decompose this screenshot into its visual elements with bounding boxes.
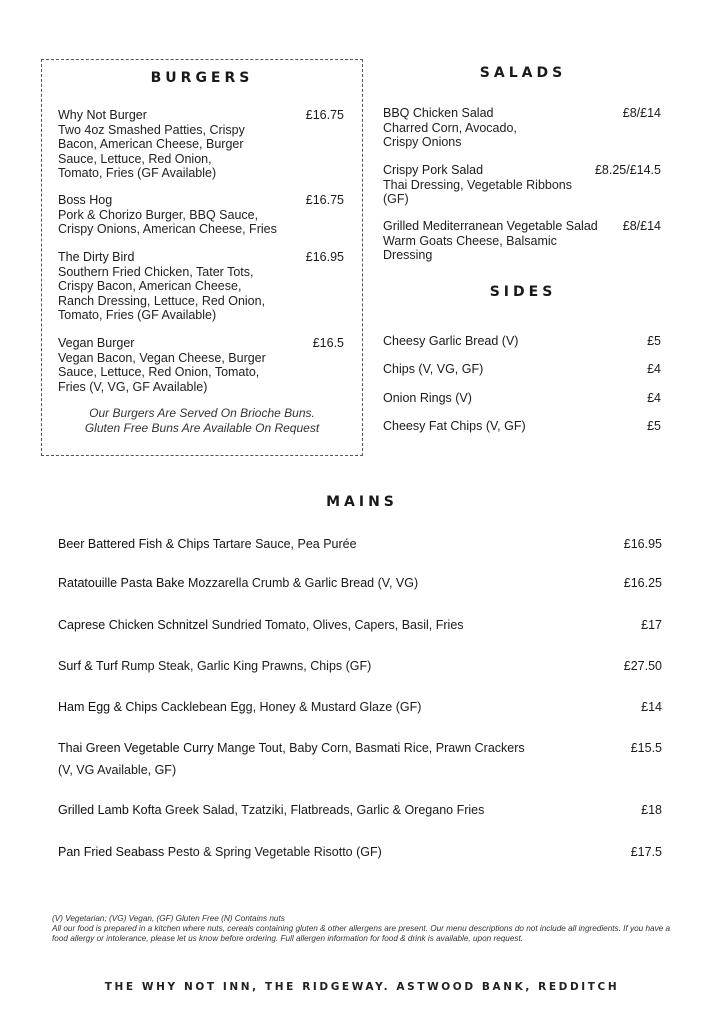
salads-title: SALADS bbox=[479, 65, 567, 81]
item-price: £8.25/£14.5 bbox=[591, 163, 661, 178]
menu-item bbox=[383, 163, 661, 207]
item-name: Cheesy Fat Chips (V, GF) bbox=[383, 419, 526, 433]
item-price: £16.25 bbox=[623, 576, 662, 590]
item-price: £16.95 bbox=[623, 537, 662, 551]
item-text bbox=[58, 533, 662, 555]
item-price: £17 bbox=[641, 618, 662, 632]
item-text bbox=[58, 614, 662, 636]
item-price: £4 bbox=[647, 362, 661, 376]
burger-note-line: Our Burgers Are Served On Brioche Buns. bbox=[89, 406, 315, 420]
item-description: Mozzarella Crumb & Garlic Bread (V, VG) bbox=[187, 576, 419, 590]
menu-item bbox=[383, 106, 661, 150]
menu-item bbox=[58, 841, 662, 863]
item-text bbox=[58, 696, 662, 718]
item-description: Vegan Bacon, Vegan Cheese, Burger Sauce, Lettuce, Red Onion, Tomato, Fries (V, VG, GF Available) bbox=[58, 350, 266, 394]
menu-item bbox=[383, 219, 661, 263]
sides-title: SIDES bbox=[489, 284, 557, 300]
item-description-continued: (V, VG Available, GF) bbox=[58, 763, 177, 777]
allergen-note bbox=[52, 914, 672, 944]
item-price: £18 bbox=[641, 803, 662, 817]
item-name: The Dirty Bird bbox=[58, 250, 135, 264]
menu-item bbox=[58, 533, 662, 555]
burgers-section bbox=[41, 59, 363, 456]
dietary-key: (V) Vegetarian; (VG) Vegan, (GF) Gluten Free (N) Contains nuts bbox=[52, 914, 285, 923]
item-price: £27.50 bbox=[623, 659, 662, 673]
item-name: Crispy Pork Salad bbox=[383, 163, 484, 177]
item-name: Grilled Lamb Kofta bbox=[58, 803, 162, 817]
menu-item bbox=[58, 737, 662, 781]
item-description: Southern Fried Chicken, Tater Tots, Crispy Bacon, American Cheese, Ranch Dressing, Lettuce, Red Onion, Tomato, Fries (GF Available) bbox=[58, 264, 266, 322]
item-description: Pesto & Spring Vegetable Risotto (GF) bbox=[167, 845, 382, 859]
menu-item bbox=[383, 334, 661, 348]
item-name: Ratatouille Pasta Bake bbox=[58, 576, 185, 590]
menu-item bbox=[58, 614, 662, 636]
item-name: Cheesy Garlic Bread (V) bbox=[383, 334, 519, 348]
item-description: Pork & Chorizo Burger, BBQ Sauce, Crispy Onions, American Cheese, Fries bbox=[58, 207, 277, 236]
item-description: Greek Salad, Tzatziki, Flatbreads, Garlic & Oregano Fries bbox=[165, 803, 485, 817]
item-description: Charred Corn, Avocado, Crispy Onions bbox=[383, 120, 517, 149]
item-name: Surf & Turf bbox=[58, 659, 118, 673]
item-price: £16.75 bbox=[305, 193, 344, 207]
item-name: Grilled Mediterranean Vegetable Salad bbox=[383, 219, 598, 233]
item-description: Rump Steak, Garlic King Prawns, Chips (GF) bbox=[121, 659, 372, 673]
item-text bbox=[58, 737, 662, 759]
item-description: Warm Goats Cheese, Balsamic Dressing bbox=[383, 233, 557, 262]
item-price: £16.75 bbox=[305, 108, 344, 122]
item-name: Chips (V, VG, GF) bbox=[383, 362, 484, 376]
item-name: BBQ Chicken Salad bbox=[383, 106, 494, 120]
menu-item bbox=[58, 655, 662, 677]
menu-item bbox=[58, 108, 344, 181]
item-description: Mange Tout, Baby Corn, Basmati Rice, Prawn Crackers bbox=[217, 741, 525, 755]
item-price: £5 bbox=[647, 334, 661, 348]
item-description: Two 4oz Smashed Patties, Crispy Bacon, American Cheese, Burger Sauce, Lettuce, Red Onion, Tomato, Fries (GF Available) bbox=[58, 122, 245, 180]
item-price: £14 bbox=[641, 700, 662, 714]
menu-item bbox=[383, 391, 661, 405]
item-name: Boss Hog bbox=[58, 193, 113, 207]
item-description: Cacklebean Egg, Honey & Mustard Glaze (GF) bbox=[160, 700, 422, 714]
item-price: £16.5 bbox=[312, 336, 344, 350]
burger-note-line: Gluten Free Buns Are Available On Request bbox=[84, 420, 320, 435]
allergen-text: All our food is prepared in a kitchen where nuts, cereals containing gluten & other allergens are present. Our menu descriptions do not include all ingredients. If you have a food allergy or intolerance, please let us know before ordering. Full allergen information for food & drink is available, upon request. bbox=[52, 924, 671, 943]
item-text bbox=[58, 841, 662, 863]
item-price: £8/£14 bbox=[619, 106, 661, 121]
burger-note bbox=[42, 406, 362, 435]
item-description: Thai Dressing, Vegetable Ribbons (GF) bbox=[383, 177, 573, 206]
item-name: Beer Battered Fish & Chips bbox=[58, 537, 210, 551]
burgers-title: BURGERS bbox=[150, 70, 254, 86]
menu-item bbox=[58, 799, 662, 821]
item-name: Caprese Chicken Schnitzel bbox=[58, 618, 209, 632]
item-text bbox=[58, 572, 662, 594]
item-price: £17.5 bbox=[630, 845, 662, 859]
item-text bbox=[58, 655, 662, 677]
item-description: Sundried Tomato, Olives, Capers, Basil, Fries bbox=[211, 618, 464, 632]
item-text bbox=[383, 219, 608, 263]
item-name: Onion Rings (V) bbox=[383, 391, 472, 405]
menu-item bbox=[58, 250, 344, 323]
venue-address: THE WHY NOT INN, THE RIDGEWAY. ASTWOOD BANK, REDDITCH bbox=[104, 981, 620, 993]
mains-title: MAINS bbox=[326, 494, 398, 510]
item-name: Pan Fried Seabass bbox=[58, 845, 165, 859]
menu-item bbox=[58, 193, 344, 237]
item-price: £5 bbox=[647, 419, 661, 433]
item-price: £8/£14 bbox=[619, 219, 661, 234]
item-name: Thai Green Vegetable Curry bbox=[58, 741, 214, 755]
menu-item bbox=[58, 696, 662, 718]
item-description: Tartare Sauce, Pea Purée bbox=[212, 537, 357, 551]
item-price: £4 bbox=[647, 391, 661, 405]
item-name: Vegan Burger bbox=[58, 336, 135, 350]
item-price: £15.5 bbox=[630, 741, 662, 755]
item-name: Ham Egg & Chips bbox=[58, 700, 158, 714]
item-price: £16.95 bbox=[305, 250, 344, 264]
menu-item bbox=[383, 419, 661, 433]
menu-item bbox=[383, 362, 661, 376]
item-name: Why Not Burger bbox=[58, 108, 147, 122]
menu-item bbox=[58, 336, 344, 394]
item-text bbox=[58, 799, 662, 821]
menu-item bbox=[58, 572, 662, 594]
